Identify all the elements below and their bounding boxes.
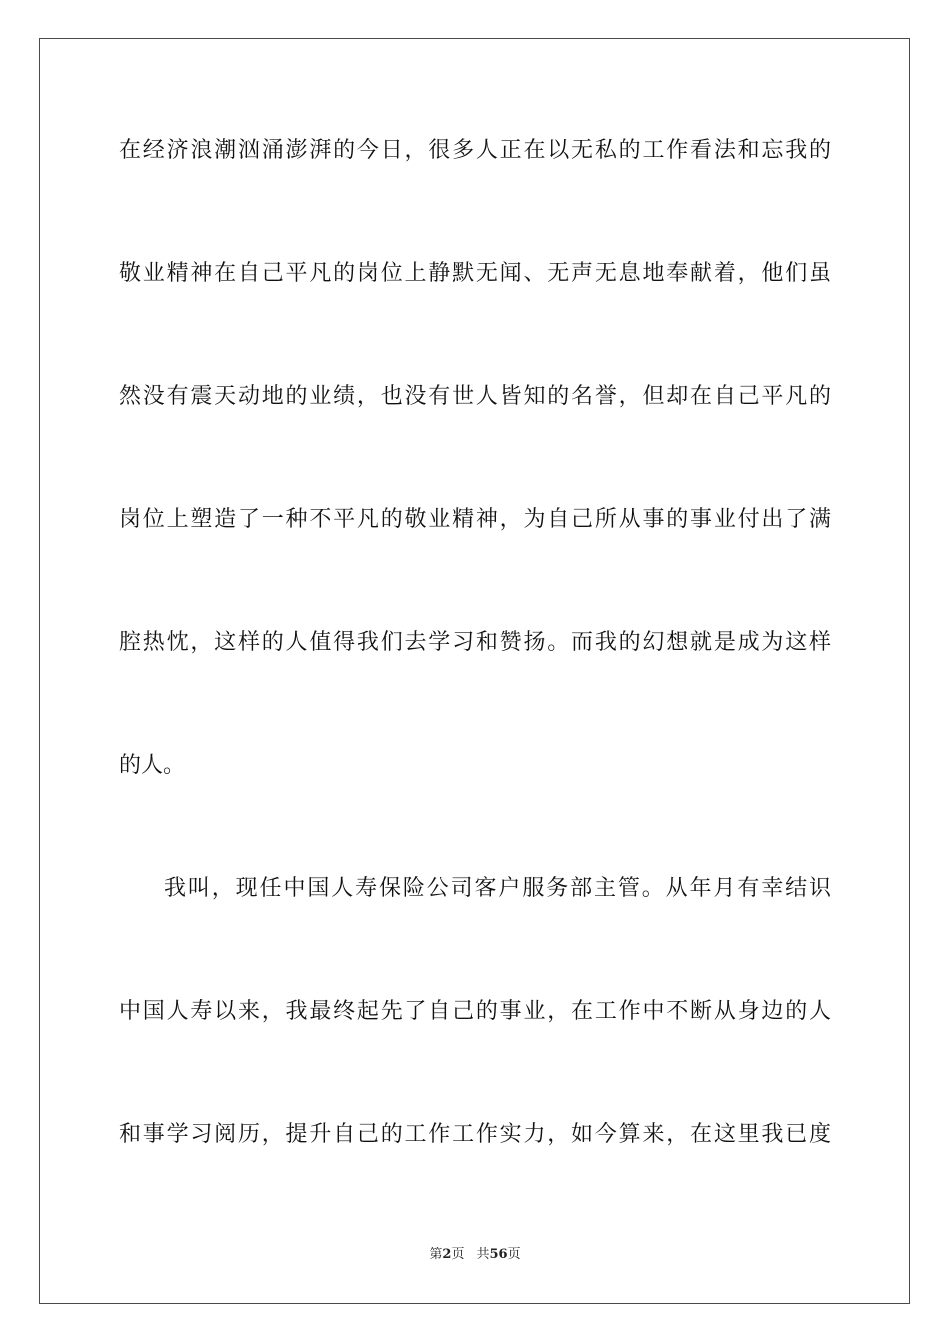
paragraph-line: 然没有震天动地的业绩，也没有世人皆知的名誉，但却在自己平凡的 — [119, 384, 831, 409]
page-prefix: 第 — [429, 1247, 443, 1262]
total-pages: 56 — [489, 1247, 508, 1262]
paragraph-line: 敬业精神在自己平凡的岗位上静默无闻、无声无息地奉献着，他们虽 — [119, 261, 831, 286]
paragraph-line: 岗位上塑造了一种不平凡的敬业精神，为自己所从事的事业付出了满 — [119, 507, 831, 532]
page-border — [39, 38, 910, 1304]
page-footer — [0, 1246, 950, 1264]
paragraph-line: 中国人寿以来，我最终起先了自己的事业，在工作中不断从身边的人 — [119, 999, 831, 1024]
total-prefix: 共 — [476, 1247, 490, 1262]
paragraph-line: 和事学习阅历，提升自己的工作工作实力，如今算来，在这里我已度 — [119, 1122, 831, 1147]
paragraph-line: 腔热忱，这样的人值得我们去学习和赞扬。而我的幻想就是成为这样 — [119, 630, 831, 655]
paragraph-line: 我叫，现任中国人寿保险公司客户服务部主管。从年月有幸结识 — [164, 876, 831, 901]
page-number: 2 — [442, 1247, 452, 1262]
paragraph-line: 在经济浪潮汹涌澎湃的今日，很多人正在以无私的工作看法和忘我的 — [119, 138, 831, 163]
page-suffix: 页 — [451, 1247, 465, 1262]
paragraph-line: 的人。 — [119, 753, 186, 778]
total-suffix: 页 — [507, 1247, 521, 1262]
